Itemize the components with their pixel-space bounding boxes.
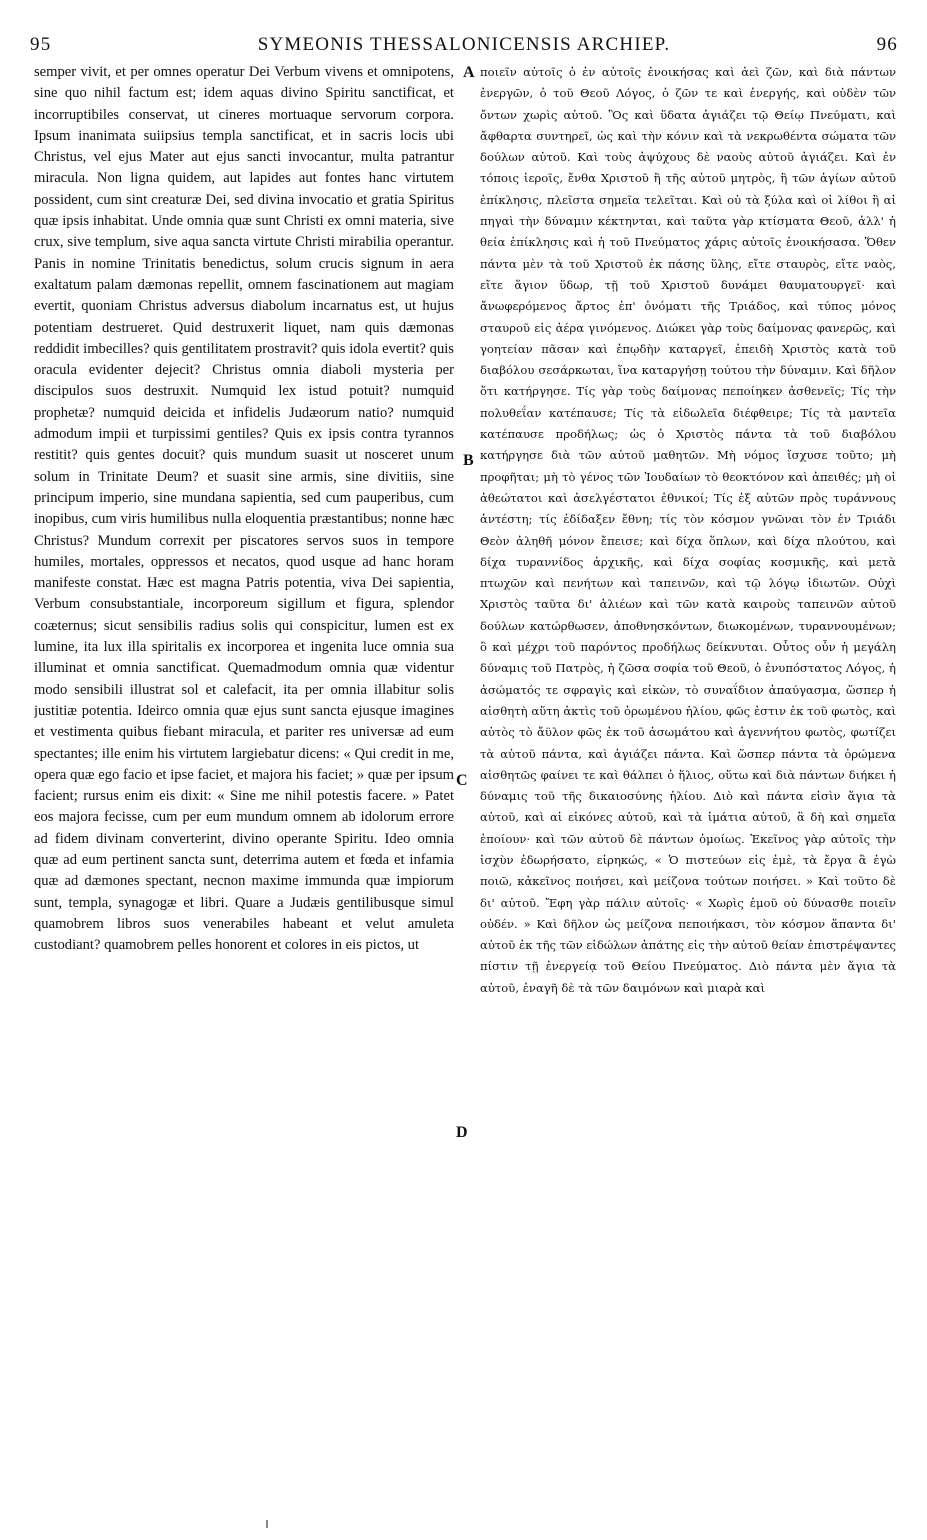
footer-mark bbox=[266, 1520, 268, 1528]
page-number-left: 95 bbox=[30, 34, 52, 55]
running-title: SYMEONIS THESSALONICENSIS ARCHIEP. bbox=[257, 34, 671, 55]
greek-text: ποιεῖν αὐτοῖς ὁ ἐν αὐτοῖς ἐνοικήσας καὶ ἀεὶ ζῶν, καὶ διὰ πάντων ἐνεργῶν, ὁ τοῦ Θεοῦ Λόγος, ὁ ζῶν τε καὶ ἐνεργής, καὶ οὐδὲν τῶν ὄντων χωρὶς αὐτοῦ. Ὃς καὶ ὕδατα ἁγιάζει τῷ Θείῳ Πνεύματι, καὶ ἄφθαρτα συντηρεῖ, ὡς καὶ τὴν κόνιν καὶ τὰ νεκρωθέντα σώματα τῶν δούλων αὐτοῦ. Καὶ τοὺς ἀψύχους δὲ ναοὺς αὐτοῦ ἁγιάζει. Καὶ ἐν τόποις ἱεροῖς, ἔνθα Χριστοῦ ἢ τῆς αὐτοῦ μητρὸς, ἢ τῶν ἁγίων αὐτοῦ ἐπίκλησις, πλεῖστα σημεῖα τελεῖται. Καὶ οὐ τὰ ξύλα καὶ οἱ λίθοι ἢ αἱ πηγαὶ τὴν δύναμιν κέκτηνται, καὶ ταῦτα γὰρ κτίσματα Θεοῦ, ἀλλ' ἡ θεία ἐπίκλησις καὶ ἡ τοῦ Πνεύματος χάρις αὐτοῖς ἐνοικήσασα. Ὅθεν πάντα μὲν τὰ τοῦ Χριστοῦ ἐκ πάσης ὕλης, εἴτε σταυρὸς, εἴτε ναὸς, εἴτε ἅγιον ὕδωρ, τῇ τοῦ Χριστοῦ δυνάμει θαυματουργεῖ· καὶ ἄνωφερόμενος ἄρτος ἐπ' ὀνόματι τῆς Τριάδος, καὶ τύπος μόνος σταυροῦ εἰς ἀέρα γινόμενος. Διώκει γὰρ τοὺς δαίμονας φανερῶς, καὶ γοητείαν πᾶσαν καὶ ἐπῳδὴν καταργεῖ, ἐπειδὴ Χριστὸς κατὰ τοῦ διαβόλου σεσάρκωται, ἵνα καταργήσῃ τούτου τὴν δύναμιν. Καὶ δῆλον ὅτι κατήργησε. Τίς γὰρ τοὺς δαίμονας πεποίηκεν ἀσθενεῖς; Τίς τὴν πολυθεΐαν κατέπαυσε; Τίς τὰ εἰδωλεῖα διέφθειρε; Τίς τὰ μαντεῖα κατέπαυσε προδήλως; ὡς ὁ Χριστὸς πάντα τὰ τοῦ διαβόλου κατήργησε διὰ τῶν αὐτοῦ μαθητῶν. Μὴ νόμος ἴσχυσε τοῦτο; μὴ προφῆται; μὴ τὸ γένος τῶν Ἰουδαίων τὸ θεοκτόνον καὶ ἀπειθές; μὴ οἱ ἀθεώτατοι καὶ ἀσελγέστατοι ἐθνικοί; Τίς ἐξ αὐτῶν πρὸς τυράννους ἀντέστη; τίς ἐδίδαξεν ἔθνη; τίς τὸν κόσμον γνῶναι τὸν ἐν Τριάδι Θεὸν ἀληθῆ μόνον ἔπεισε; καὶ δίχα ὅπλων, καὶ δίχα πλούτου, καὶ δίχα τυραννίδος ἀρχικῆς, καὶ δίχα σοφίας κοσμικῆς, καὶ μετὰ πτωχῶν καὶ πενήτων καὶ ταπεινῶν, καὶ τῷ λόγῳ ἰδιωτῶν. Οὐχὶ Χριστὸς ταῦτα δι' ἁλιέων καὶ τῶν κατὰ καιροὺς ταπεινῶν αὐτοῦ δούλων κατώρθωσεν, ἀποθνησκόντων, διωκομένων, τυραννουμένων; ὃ καὶ μέχρι τοῦ παρόντος προδήλως δείκνυται. Οὗτος οὖν ἡ μεγάλη δύναμις τοῦ Πατρὸς, ἡ ζῶσα σοφία τοῦ Θεοῦ, ὁ ἐνυπόστατος Λόγος, ἡ ἀσώματός τε σφραγὶς καὶ εἰκὼν, τὸ συναΐδιον ἀπαύγασμα, ὥσπερ ἡ αἰσθητὴ αὕτη ἀκτὶς τοῦ ὁρωμένου ἡλίου, φῶς ἐστιν ἐκ τοῦ φωτὸς, καὶ αὐτὸς τὸ ἄϋλον φῶς ἐκ τοῦ ἀσωμάτου καὶ ἀγεννήτου φωτὸς, φωτίζει τὰ αὐτοῦ πάντα, καὶ ἁγιάζει πάντα. Καὶ ὥσπερ πάντα τὰ ὁρώμενα αἰσθητῶς φαίνει τε καὶ θάλπει ὁ ἥλιος, οὕτω καὶ διὰ πάντων διήκει ἡ δύναμις τοῦ τῆς δικαιοσύνης ἡλίου. Διὸ καὶ πάντα εἰσὶν ἅγια τὰ αὐτοῦ, καὶ αἱ εἰκόνες αὐτοῦ, καὶ τὰ ἱμάτια αὐτοῦ, ἃ δὴ καὶ σημεῖα ἐποίουν· καὶ τῶν αὐτοῦ δὲ πάντων ὁμοίως. Ἐκεῖνος γὰρ αὐτοῖς τὴν ἰσχὺν ἐδωρήσατο, εἰρηκώς, « Ὁ πιστεύων εἰς ἐμὲ, τὰ ἔργα ἃ ἐγὼ ποιῶ, κἀκεῖνος ποιήσει, καὶ μείζονα τούτων ποιήσει. » Καὶ τοῦτο δὲ δι' αὐτοῦ. Ἔφη γὰρ πάλιν αὐτοῖς· « Χωρὶς ἐμοῦ οὐ δύνασθε ποιεῖν οὐδέν. » Καὶ δῆλον ὡς μείζονα πεποιήκασι, τὸν κόσμον ἅπαντα δι' αὐτοῦ ἐκ τῆς τῶν εἰδώλων ἀπάτης εἰς τὴν αὐτοῦ θείαν ἐπιστρέψαντες πίστιν τῇ ἐνεργείᾳ τοῦ Θείου Πνεύματος. Διὸ πάντα μὲν ἅγια τὰ αὐτοῦ, ἐναγῆ δὲ τὰ τῶν δαιμόνων καὶ μιαρὰ καὶ bbox=[480, 65, 896, 995]
page-number-right: 96 bbox=[876, 34, 898, 55]
latin-text: semper vivit, et per omnes operatur Dei Verbum vivens et omnipotens, sine quo nihil factum est; idem aquas divino Spiritu sanctificat, et incorruptibiles conservat, ut cineres mortuaque servorum corpora. Ipsum inanimata suiipsius templa sanctificat, et in sacris locis ubi Christus, vel ejus Mater aut ejus sancti invocantur, multa patrantur miracula. Non ligna quidem, aut lapides aut fontes hanc virtutem possident, cum sint creaturæ Dei, sed divina invocatio et gratia Spiritus quæ ipsis inhabitat. Unde omnia quæ sunt Christi ex omni materia, sive crux, sive templum, sive aqua sancta virtute Christi mirabilia operantur. Panis in nomine Trinitatis benedictus, solum crucis signum in aera exaltatum palam dæmonas repellit, omnem fascinationem aut magiam evertit, quoniam Christus adversus diabolum incarnatus est, ut hujus potentiam destrueret. Quid destruxerit liquet, nam quis dæmonas reddidit imbecilles? quis gentilitatem prostravit? quis idola evertit? quis oracula evidenter dejecit? Christus omnia diaboli mysteria per discipulos suos destruxit. Numquid lex istud potuit? numquid prophetæ? numquid deicida et infidelis Judæorum natio? numquid admodum impii et turpissimi gentiles? Quis ex ipsis contra tyrannos restitit? quis gentes docuit? quis mundum suasit ut nosceret unum solum in Trinitate Deum? et suasit sine armis, sine divitiis, sine principum imperio, sine mundana sapientia, sed cum pauperibus, cum inopibus, cum viris humilibus nulla eloquentia præstantibus; nonne hæc Christus? Mundum correxit per piscatores servos suos in tempore humiles, mortales, oppressos et necatos, quod usque ad hanc horam manifeste constat. Hæc est magna Patris potentia, viva Dei sapientia, Verbum consubstantiale, incorporeum sigillum et figura, splendor coæternus; sicut sensibilis radius solis qui conspicitur, lumen est ex lumine, ita lux illa spiritalis ex incorporea et ingenita luce omnia sua illuminat et omnia sanctificat. Quemadmodum omnia quæ videntur modo sensibili illustrat sol et calefacit, ita per omnia illabitur solis justitiæ potentia. Ideirco omnia quæ ejus sunt sancta ejusque imagines et vestimenta quibus fiebant miracula, et pariter res universæ ad eum spectantes; ille enim his virtutem largiebatur dicens: « Qui credit in me, opera quæ ego facio et ipse faciet, et majora his faciet; » quæ per ipsum facient; rursus enim eis dixit: « Sine me nihil potestis facere. » Patet eos majora fecisse, cum per eum mundum omnem ab idolorum errore ad fidem divinam converterint, divino operante Spiritu. Ideo omnia quæ ad eum pertinent sancta sunt, deterrima autem et fœda et infamia quæ ad dæmones spectant, necnon maxime immunda quæ impiorum sunt, templa, synagogæ et libri. Quare a Judæis gentilibusque simul quamobrem libros suos venerabiles habeant et velut amuleta custodiant? quamobrem pelles honorent et colores in eis pictos, ut bbox=[34, 64, 454, 954]
section-marker-c: C bbox=[456, 772, 468, 789]
section-marker-a: A bbox=[463, 64, 475, 81]
latin-column bbox=[34, 62, 454, 1502]
page-header bbox=[30, 34, 898, 60]
section-marker-d: D bbox=[456, 1124, 468, 1141]
section-marker-b: B bbox=[463, 452, 474, 469]
greek-column bbox=[480, 62, 896, 1502]
